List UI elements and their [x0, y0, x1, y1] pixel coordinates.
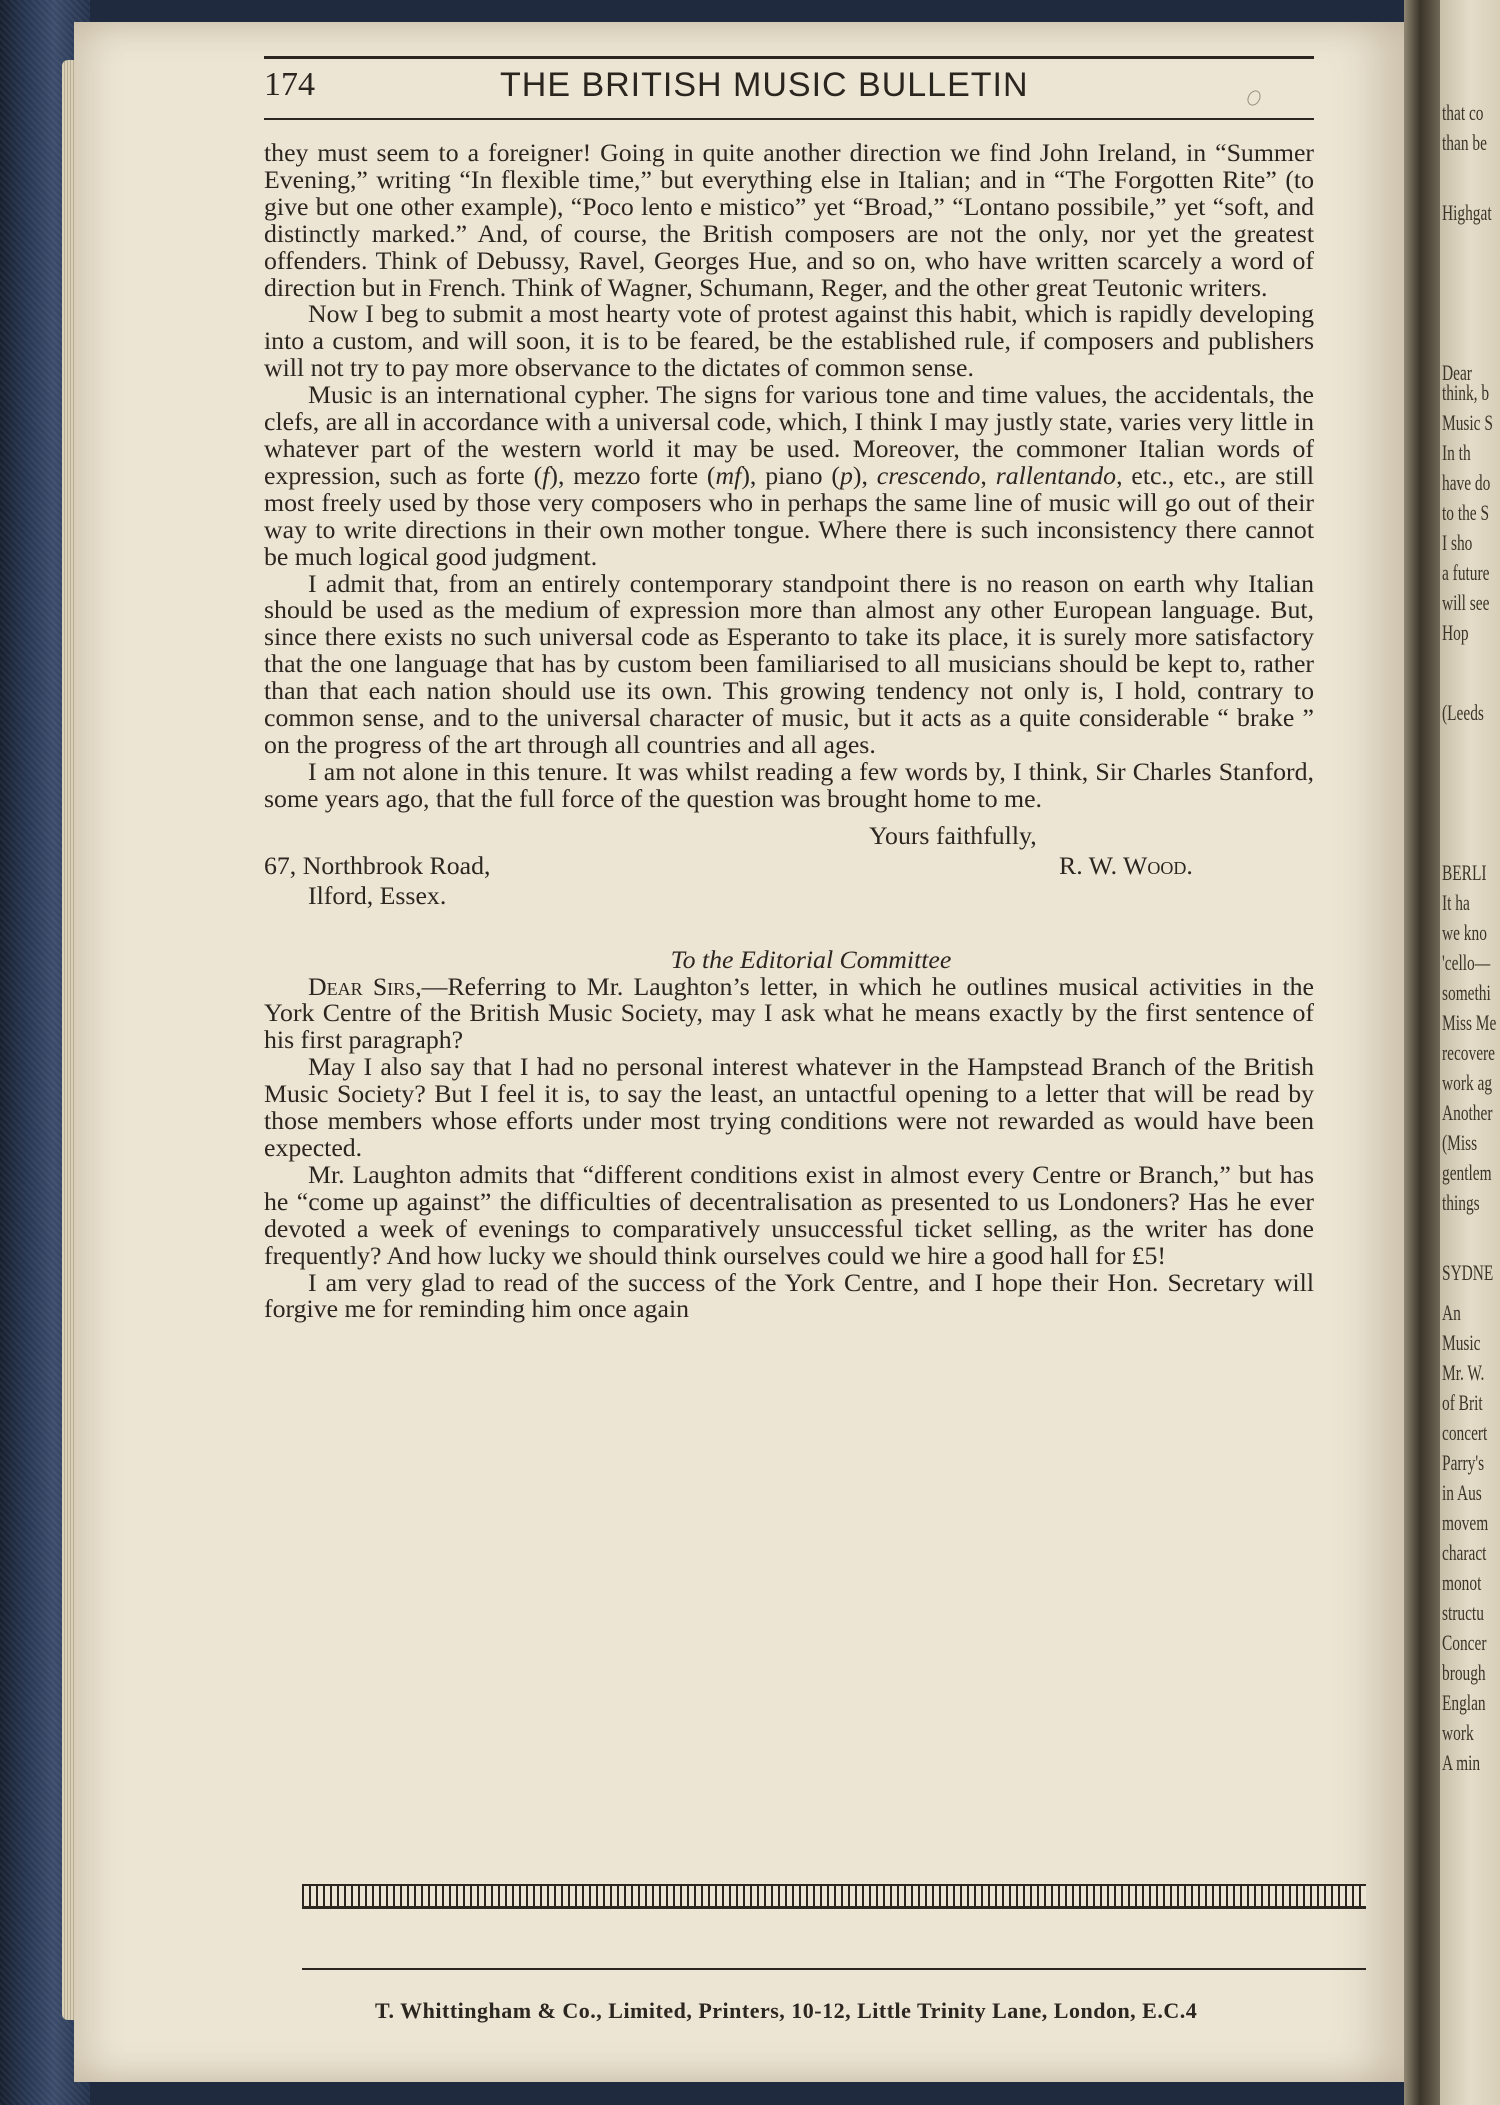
adjacent-page-fragment: to the S	[1442, 500, 1490, 525]
footer-rule	[302, 1968, 1366, 1970]
adjacent-page-fragment: In th	[1442, 440, 1471, 465]
article-text	[264, 140, 1314, 1323]
adjacent-page-fragment: a future	[1442, 560, 1490, 585]
adjacent-page-fragment: have do	[1442, 470, 1491, 495]
book-gutter	[1404, 0, 1440, 2105]
letter1-paragraph-2: Now I beg to submit a most hearty vote of protest against this habit, which is rapidly developing into a custom, and will soon, it is to be feared, be the established rule, if composers and publishers will not try to pay more observance to the dictates of common sense.	[264, 299, 1314, 383]
letter1-paragraph-5: I am not alone in this tenure. It was whilst reading a few words by, I think, Sir Charles Stanford, some years ago, that the full force of the question was brought home to me.	[264, 756, 1314, 813]
printer-imprint: T. Whittingham & Co., Limited, Printers, 10-12, Little Trinity Lane, London, E.C.4	[375, 1998, 1198, 2023]
letter2-heading: To the Editorial Committee	[670, 944, 952, 974]
adjacent-page-fragment: I sho	[1442, 530, 1473, 555]
letter2-paragraph-1: Dear Sirs,—Referring to Mr. Laughton’s letter, in which he outlines musical activities in the York Centre of the British Music Society, may I ask what he means exactly by the first sentence of his first paragraph?	[264, 971, 1315, 1055]
adjacent-page-fragment: Another	[1442, 1100, 1493, 1125]
adjacent-page-fragment: Parry's	[1442, 1450, 1485, 1475]
adjacent-page-fragment: Mr. W.	[1442, 1360, 1485, 1385]
adjacent-page-fragment: Englan	[1442, 1690, 1486, 1715]
address-row-2	[264, 880, 1314, 913]
page-bottom-strip	[302, 1884, 1366, 1909]
adjacent-page-fragment: somethi	[1442, 980, 1491, 1005]
adjacent-page-fragment: 'cello—	[1442, 950, 1491, 975]
letter2-paragraph-4: I am very glad to read of the success of the York Centre, and I hope their Hon. Secretary will forgive me for reminding him once again	[264, 1267, 1314, 1324]
adjacent-page-fragment: of Brit	[1442, 1390, 1483, 1415]
letter1-paragraph-4: I admit that, from an entirely contemporary standpoint there is no reason on earth why Italian should be used as the medium of expression more than almost any other European language. But, since there exists no such universal code as Esperanto to take its place, it is surely more satisfactory that the one language that has by custom been familiarised to all musicians should be kept to, rather than that each nation should use its own. This growing tendency not only is, I hold, contrary to common sense, and to the universal character of music, but it acts as a quite considerable “ brake ” on the progress of the art through all countries and all ages.	[264, 568, 1314, 759]
adjacent-page-fragment: structu	[1442, 1600, 1484, 1625]
adjacent-page-fragment: charact	[1442, 1540, 1487, 1565]
journal-title: THE BRITISH MUSIC BULLETIN	[500, 66, 1029, 104]
adjacent-page-fragment: It ha	[1442, 890, 1470, 915]
adjacent-page-fragment: Highgat	[1442, 200, 1492, 225]
adjacent-page-fragment: Hop	[1442, 620, 1469, 645]
letter1-paragraph-3: Music is an international cypher. The signs for various tone and time values, the accidentals, the clefs, are all in accordance with a universal code, which, I think I may justly state, varies very little in whatever part of the western world it may be used. Moreover, the commoner Italian words of expression, such as forte (f), mezzo forte (mf), piano (p), crescendo, rallentando, etc., etc., are still most freely used by those very composers who in perhaps the same line of music will go out of their way to write directions in their own mother tongue. Where there is such inconsistency there cannot be much logical good judgment.	[264, 380, 1315, 571]
adjacent-page-fragment: concert	[1442, 1420, 1488, 1445]
salutation: Dear Sirs,	[308, 971, 422, 1001]
adjacent-page-fragment: movem	[1442, 1510, 1489, 1535]
adjacent-page-fragment: Dear	[1442, 360, 1472, 385]
adjacent-page-fragment: Concer	[1442, 1630, 1487, 1655]
letter1-paragraph-1: they must seem to a foreigner! Going in quite another direction we find John Ireland, in “Summer Evening,” writing “In flexible time,” but everything else in Italian; and in “The Forgotten Rite” (to give but one other example), “Poco lento e mistico” yet “Broad,” “Lontano possibile,” yet “soft, and distinctly marked.” And, of course, the British composers are not the only, nor yet the greatest offenders. Think of Debussy, Ravel, Georges Hue, and so on, who have written scarcely a word of direction but in French. Think of Wagner, Schumann, Reger, and the other great Teutonic writers.	[264, 138, 1314, 302]
adjacent-page-fragment: brough	[1442, 1660, 1486, 1685]
adjacent-page-fragment: SYDNE	[1442, 1260, 1494, 1285]
adjacent-page-fragment: recovere	[1442, 1040, 1496, 1065]
adjacent-page-fragment: gentlem	[1442, 1160, 1492, 1185]
header-rule	[264, 118, 1314, 120]
adjacent-page-fragment: BERLI	[1442, 860, 1487, 885]
letter2-paragraph-3: Mr. Laughton admits that “different conditions exist in almost every Centre or Branch,” but has he “come up against” the difficulties of decentralisation as presented to us Londoners? Has he ever devoted a week of evenings to comparatively unsuccessful ticket selling, as the writer has done frequently? And how lucky we should think ourselves could we hire a good hall for £5!	[264, 1159, 1314, 1270]
letter2-paragraph-2: May I also say that I had no personal interest whatever in the Hampstead Branch of the British Music Society? But I feel it is, to say the least, an untactful opening to a letter that will be read by those members whose efforts under most trying conditions were not rewarded as would have been expected.	[264, 1052, 1314, 1162]
running-head	[264, 66, 1314, 116]
adjacent-page-fragment: Music	[1442, 1330, 1481, 1355]
address-signature-row	[264, 850, 1314, 883]
adjacent-page-fragment: work ag	[1442, 1070, 1493, 1095]
adjacent-page-fragment: think, b	[1442, 380, 1490, 405]
address-line-1: 67, Northbrook Road,	[264, 850, 491, 880]
adjacent-page	[1440, 0, 1500, 2105]
adjacent-page-fragment: (Leeds	[1442, 700, 1484, 725]
adjacent-page-fragment: in Aus	[1442, 1480, 1482, 1505]
closing-row	[264, 820, 1314, 853]
adjacent-page-fragment: we kno	[1442, 920, 1487, 945]
address-line-2: Ilford, Essex.	[308, 880, 447, 910]
signature: R. W. Wood.	[1059, 850, 1193, 880]
adjacent-page-fragment: A min	[1442, 1750, 1481, 1775]
adjacent-page-fragment: monot	[1442, 1570, 1482, 1595]
adjacent-page-fragment: that co	[1442, 100, 1484, 125]
adjacent-page-fragment: Miss Me	[1442, 1010, 1497, 1035]
adjacent-page-fragment: (Miss	[1442, 1130, 1478, 1155]
page-number: 174	[264, 66, 315, 103]
closing: Yours faithfully,	[869, 820, 1037, 850]
top-rule	[264, 56, 1314, 59]
adjacent-page-fragment: Music S	[1442, 410, 1493, 435]
adjacent-page-fragment: things	[1442, 1190, 1480, 1215]
adjacent-page-fragment: than be	[1442, 130, 1487, 155]
adjacent-page-fragment: work	[1442, 1720, 1474, 1745]
adjacent-page-fragment: will see	[1442, 590, 1490, 615]
adjacent-page-fragment: An	[1442, 1300, 1461, 1325]
